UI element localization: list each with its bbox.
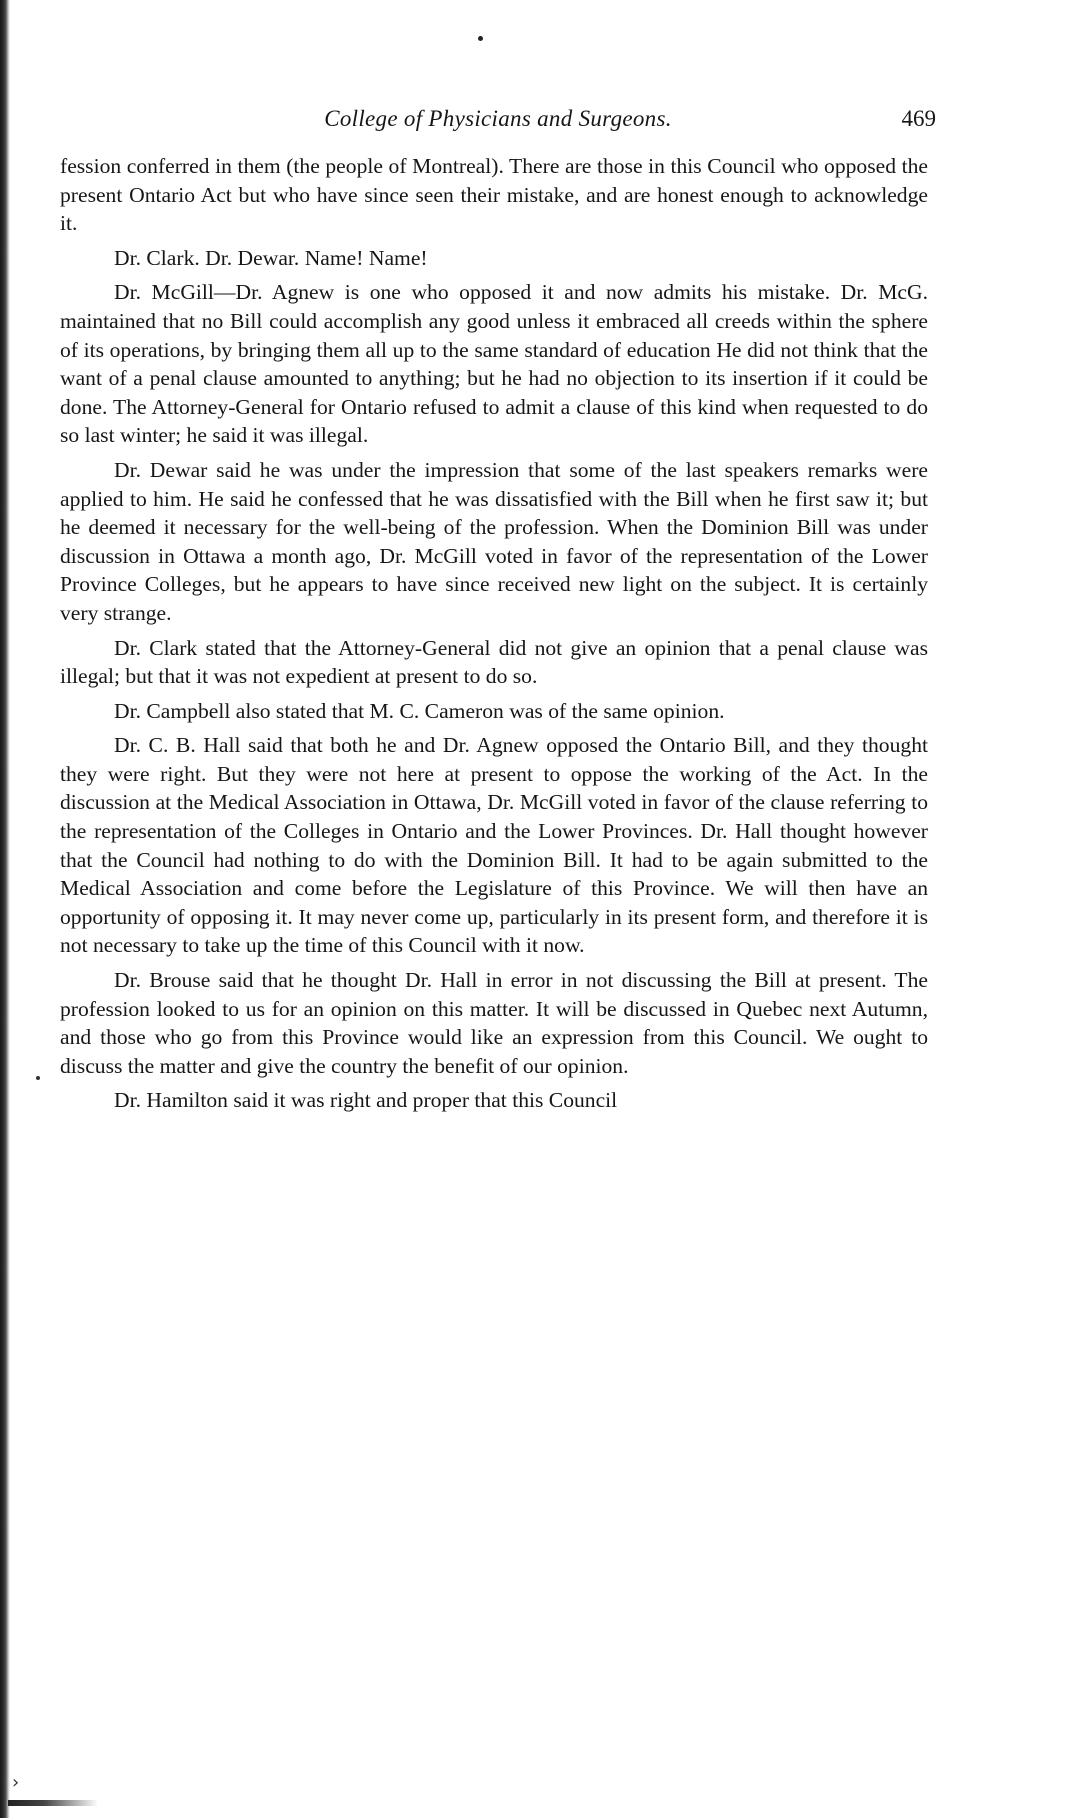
ink-speck xyxy=(478,36,483,41)
ink-speck xyxy=(36,1076,40,1080)
paragraph: Dr. C. B. Hall said that both he and Dr. Agnew opposed the Ontario Bill, and they thought they were right. But they were not here at present to oppose the working of the Act. In the discussion at the Medical Association in Ottawa, Dr. McGill voted in favor of the clause referring to the representation of the Colleges in Ontario and the Lower Provinces. Dr. Hall thought however that the Council had nothing to do with the Dominion Bill. It had to be again submitted to the Medical Association and come before the Legislature of this Province. We will then have an opportunity of opposing it. It may never come up, particularly in its present form, and therefore it is not necessary to take up the time of this Council with it now. xyxy=(60,733,928,958)
paragraph: fession conferred in them (the people of Montreal). There are those in this Council who opposed the present Ontario Act but who have since seen their mistake, and are honest enough to acknowledge it. xyxy=(60,154,928,236)
running-title: College of Physicians and Surgeons. xyxy=(324,106,672,131)
paragraph: Dr. McGill—Dr. Agnew is one who opposed it and now admits his mistake. Dr. McG. maintained that no Bill could accomplish any good unless it embraced all creeds within the sphere of its operations, by bringing them all up to the same standard of education He did not think that the want of a penal clause amounted to anything; but he had no objection to its insertion if it could be done. The Attorney-General for Ontario refused to admit a clause of this kind when requested to do so last winter; he said it was illegal. xyxy=(60,280,928,448)
page-header xyxy=(60,106,936,142)
paragraph: Dr. Dewar said he was under the impression that some of the last speakers remarks were applied to him. He said he confessed that he was dissatisfied with the Bill when he first saw it; but he deemed it necessary for the well-being of the profession. When the Dominion Bill was under discussion in Ottawa a month ago, Dr. McGill voted in favor of the representation of the Lower Province Colleges, but he appears to have since received new light on the subject. It is certainly very strange. xyxy=(60,457,928,625)
paragraph: Dr. Brouse said that he thought Dr. Hall in error in not discussing the Bill at present. The profession looked to us for an opinion on this matter. It will be discussed in Quebec next Autumn, and those who go from this Province would like an expression from this Council. We ought to discuss the matter and give the country the benefit of our opinion. xyxy=(60,968,928,1078)
page-edge-shadow xyxy=(8,1800,98,1806)
paragraph: Dr. Hamilton said it was right and proper that this Council xyxy=(114,1088,618,1113)
page-curl-mark: › xyxy=(12,1772,20,1793)
paragraph: Dr. Campbell also stated that M. C. Cameron was of the same opinion. xyxy=(114,698,725,723)
body-text xyxy=(60,152,928,1121)
paragraph: Dr. Clark stated that the Attorney-General did not give an opinion that a penal clause was illegal; but that it was not expedient at present to do so. xyxy=(60,635,928,689)
binding-edge xyxy=(0,0,10,1818)
page-number: 469 xyxy=(901,106,936,131)
paragraph: Dr. Clark. Dr. Dewar. Name! Name! xyxy=(114,245,428,270)
